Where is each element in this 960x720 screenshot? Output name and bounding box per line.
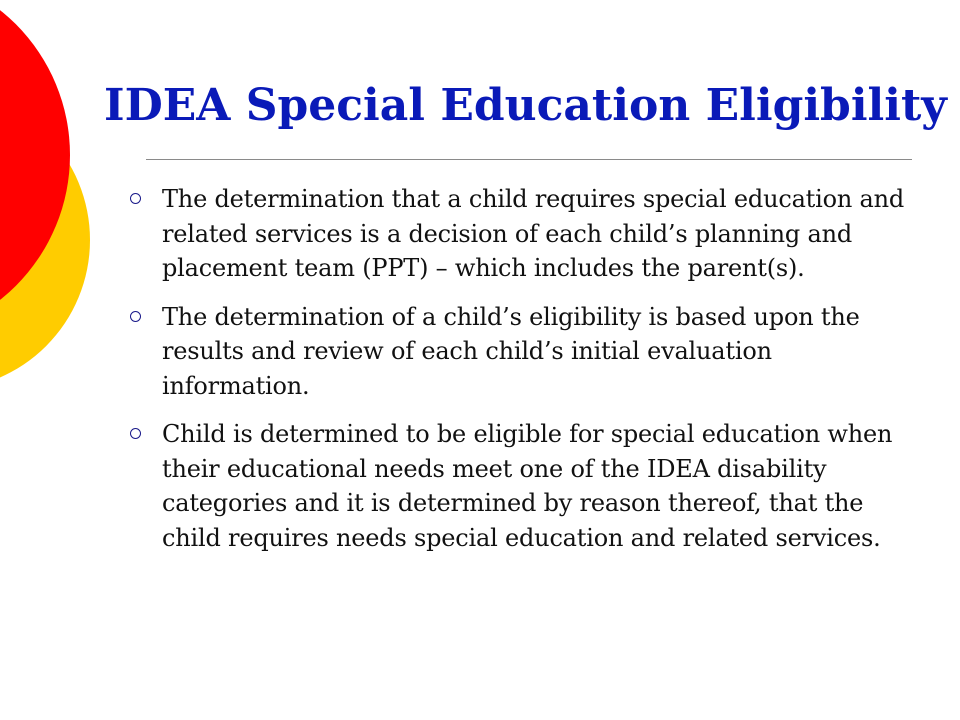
slide-title: IDEA Special Education Eligibility <box>104 80 947 131</box>
title-divider <box>146 159 912 160</box>
hollow-circle-bullet-icon <box>130 311 141 322</box>
bullet-item <box>130 182 920 286</box>
hollow-circle-bullet-icon <box>130 428 141 439</box>
bullet-item <box>130 417 920 555</box>
bullet-text: Child is determined to be eligible for special education when their educational needs meet one of the IDEA disability categories and it is determined by reason thereof, that the child requires needs special education and related services. <box>162 420 893 552</box>
bullet-list <box>130 182 920 569</box>
hollow-circle-bullet-icon <box>130 193 141 204</box>
bullet-text: The determination that a child requires special education and related services is a decision of each child’s planning and placement team (PPT) – which includes the parent(s). <box>162 185 905 282</box>
bullet-text: The determination of a child’s eligibility is based upon the results and review of each child’s initial evaluation information. <box>162 302 860 400</box>
bullet-item <box>130 300 920 404</box>
